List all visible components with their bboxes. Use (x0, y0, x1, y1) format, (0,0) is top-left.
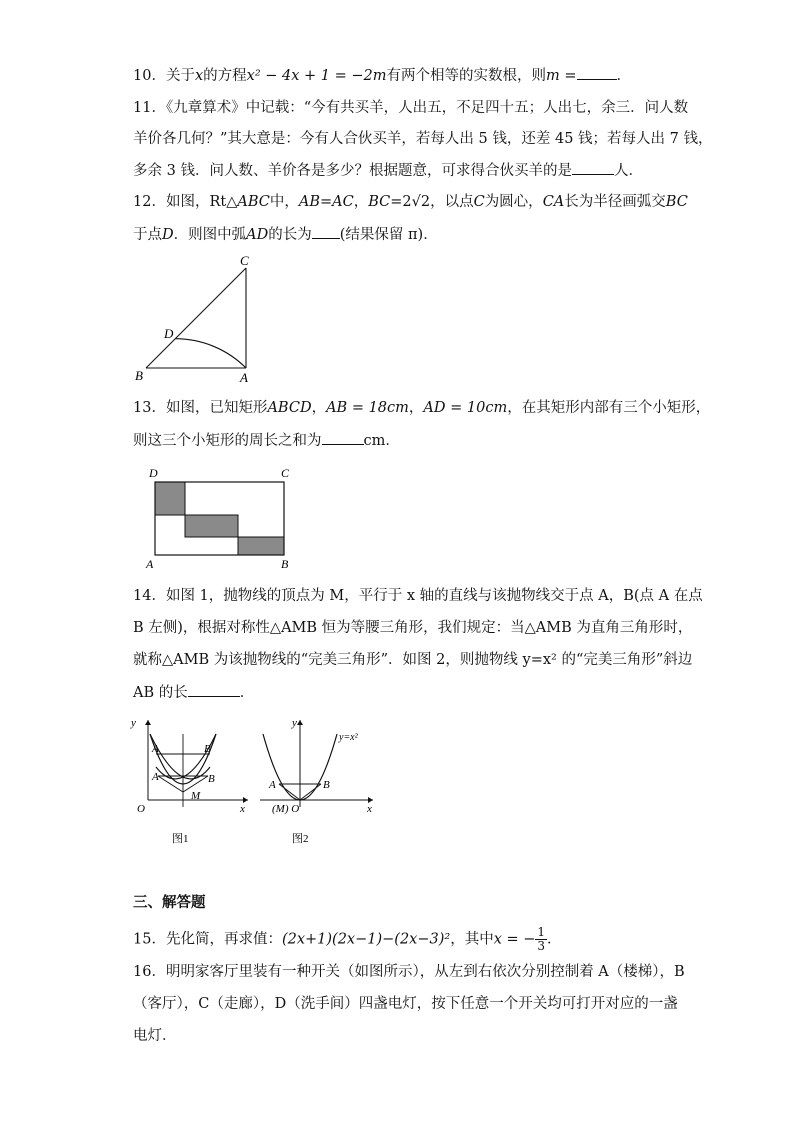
q15-end: ． (547, 931, 562, 948)
q10-prefix: 关于 (165, 68, 195, 84)
q12-t7: =2√2，以点 (390, 194, 474, 210)
q10-answer-var: m = (546, 68, 577, 84)
label-a: A (240, 370, 248, 385)
q10-line (133, 65, 631, 86)
q13-t3: 则这三个小矩形的周长之和为 (133, 433, 322, 449)
q13-line-2 (133, 430, 400, 451)
q12-line-2 (133, 224, 438, 245)
fig2-curve-label: y=x² (339, 732, 358, 743)
q10-end: ． (616, 68, 632, 84)
q10-number: 10． (133, 68, 166, 84)
q13-t2: ，在其矩形内部有三个小矩形， (507, 400, 711, 416)
q14-line-3: 就称△AMB 为该抛物线的“完美三角形”．如图 2，则抛物线 y=x² 的“完美三角形”斜边 (133, 652, 693, 668)
q13-rect-name: ABCD (267, 400, 312, 416)
fig1-label-a: A (152, 743, 159, 755)
q12-u6: (结果保留 π)． (339, 227, 438, 243)
fig1-label-m: M (191, 790, 201, 802)
q12-t3: 中， (269, 194, 299, 210)
label-a: A (146, 557, 154, 571)
q13-answer-blank[interactable] (322, 430, 364, 445)
q11-line-3-text: 多余 3 钱．问人数、羊价各是多少？根据题意，可求得合伙买羊的是 (133, 163, 572, 179)
q12-t12: BC (665, 194, 688, 210)
label-d: D (149, 466, 158, 480)
fig2-label-x: x (367, 803, 372, 815)
fig1-label-a2: A (152, 771, 159, 783)
label-b: B (135, 368, 143, 383)
small-rect-3 (238, 537, 284, 555)
small-rect-1 (155, 482, 185, 515)
q11-answer-blank[interactable] (572, 160, 614, 175)
q14-line-2: B 左侧)，根据对称性△AMB 恒为等腰三角形，我们规定：当△AMB 为直角三角形时， (133, 620, 693, 636)
q12-t11: 长为半径画弧交 (564, 194, 666, 210)
fig2-segment-am (279, 784, 300, 800)
fig2-label-origin: (M) O (272, 803, 300, 815)
q12-u3: ．则图中弧 (173, 227, 247, 243)
fig1-label-o: O (137, 803, 145, 815)
q14-figure-2 (255, 712, 380, 847)
small-rect-2 (185, 515, 238, 537)
q12-t5: ， (353, 194, 369, 210)
fig1-caption: 图1 (172, 833, 189, 845)
q12-t2: ABC (237, 194, 270, 210)
q15-denominator: 3 (537, 939, 546, 953)
q15-where: ，其中 (450, 931, 494, 948)
q12-u4: AD (246, 227, 269, 243)
q11-line-3 (133, 160, 643, 181)
q16-line-3: 电灯． (133, 1028, 177, 1044)
segment-bc (146, 268, 246, 368)
q12-answer-blank[interactable] (312, 224, 340, 239)
q10-var: x (194, 68, 204, 84)
label-c: C (240, 253, 249, 268)
fig2-label-b: B (323, 779, 330, 791)
q15-expr: (2x+1)(2x−1)−(2x−3)² (281, 931, 451, 948)
q12-u5: 的长为 (268, 227, 312, 243)
fig1-label-y: y (131, 717, 136, 729)
q15-text: 15．先化简，再求值： (133, 931, 282, 948)
q13-sep2: ， (408, 400, 424, 416)
q12-t9: 为圆心， (484, 194, 543, 210)
fig2-y-arrow (297, 720, 303, 725)
fig2-label-a: A (269, 779, 276, 791)
q13-figure (140, 462, 300, 572)
q14-line-1: 14．如图 1，抛物线的顶点为 M，平行于 x 轴的直线与该抛物线交于点 A，B(点 A 在点 (133, 588, 703, 604)
q13-sep1: ， (311, 400, 327, 416)
q10-equation: x² − 4x + 1 = −2m (246, 68, 387, 84)
label-d: D (164, 326, 174, 341)
q12-figure (130, 250, 270, 385)
q14-t4: AB 的长 (133, 685, 188, 701)
q14-t4-end: ． (239, 685, 255, 701)
q10-mid: 的方程 (203, 68, 247, 84)
q15-numerator: 1 (537, 925, 546, 939)
q13-ad: AD = 10cm (423, 400, 508, 416)
q12-u2: D (162, 227, 174, 243)
q10-suffix: 有两个相等的实数根，则 (386, 68, 546, 84)
q11-line-2: 羊价各几何？”其大意是：今有人合伙买羊，若每人出 5 钱，还差 45 钱；若每人出 7 钱， (133, 131, 713, 147)
q12-t8: C (473, 194, 485, 210)
q12-line-1 (133, 192, 688, 212)
section-title: 三、解答题 (133, 895, 206, 911)
fig2-segment-bm (300, 784, 321, 800)
fig1-label-b2: B (208, 773, 215, 785)
q14-answer-blank[interactable] (188, 682, 240, 697)
q15-fraction (535, 926, 547, 953)
q12-t1: 12．如图，Rt△ (133, 194, 238, 210)
q13-unit: cm． (363, 433, 400, 449)
q13-t1: 13．如图，已知矩形 (133, 400, 268, 416)
label-b: B (281, 557, 289, 571)
fig1-label-x: x (240, 803, 245, 815)
q14-line-4 (133, 682, 254, 703)
q13-line-1 (133, 398, 710, 418)
label-c: C (281, 466, 290, 480)
arc-ad (175, 339, 246, 368)
q12-t4: AB=AC (298, 194, 354, 210)
q12-u1: 于点 (133, 227, 162, 243)
q12-t6: BC (368, 194, 391, 210)
fig2-label-y: y (292, 717, 297, 729)
fig1-y-arrow (145, 720, 151, 725)
q16-line-1: 16．明明家客厅里装有一种开关（如图所示），从左到右依次分别控制着 A（楼梯），B (133, 964, 685, 980)
q15-xeq: x = − (493, 931, 536, 948)
q14-figure-1 (128, 712, 253, 847)
q12-t10: CA (542, 194, 565, 210)
fig1-label-b: B (204, 743, 211, 755)
q10-answer-blank[interactable] (577, 65, 617, 80)
q11-line-3-end: 人． (613, 163, 643, 179)
q13-ab: AB = 18cm (326, 400, 409, 416)
q15-line (133, 926, 562, 953)
fig2-caption: 图2 (292, 833, 309, 845)
q11-line-1: 11．《九章算术》中记载：“今有共买羊，人出五，不足四十五；人出七，余三．问人数 (133, 100, 689, 116)
q16-line-2: （客厅），C（走廊），D（洗手间）四盏电灯，按下任意一个开关均可打开对应的一盏 (133, 996, 678, 1012)
